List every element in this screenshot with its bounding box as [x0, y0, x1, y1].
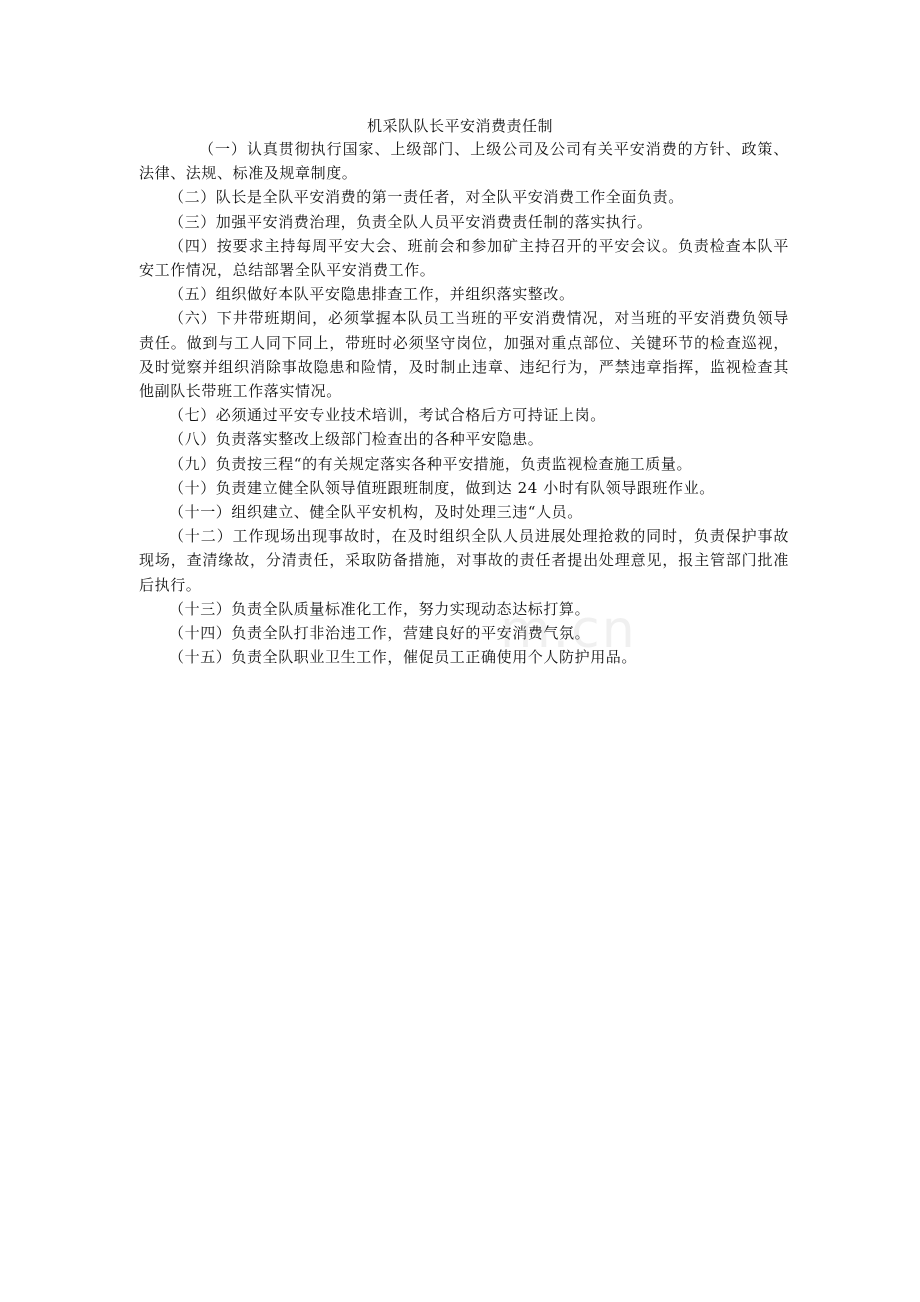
paragraph-6: （六）下井带班期间，必须掌握本队员工当班的平安消费情况，对当班的平安消费负领导责任。做到与工人同下同上，带班时必须坚守岗位，加强对重点部位、关键环节的检查巡视，及时觉察并组织消除事故隐患和险情，及时制止违章、违纪行为，严禁违章指挥，监视检查其他副队长带班工作落实情况。 — [139, 309, 789, 401]
paragraph-3: （三）加强平安消费治理，负责全队人员平安消费责任制的落实执行。 — [169, 212, 653, 231]
paragraph-4: （四）按要求主持每周平安大会、班前会和参加矿主持召开的平安会议。负责检查本队平安工作情况，总结部署全队平安消费工作。 — [139, 236, 789, 280]
paragraph-15: （十五）负责全队职业卫生工作，催促员工正确使用个人防护用品。 — [169, 648, 638, 667]
paragraph-8: （八）负责落实整改上级部门检查出的各种平安隐患。 — [169, 430, 544, 449]
paragraph-1: （一）认真贯彻执行国家、上级部门、上级公司及公司有关平安消费的方针、政策、法律、法规、标准及规章制度。 — [139, 140, 789, 183]
watermark: m.cn — [500, 600, 637, 660]
document-title: 机采队队长平安消费责任制 — [366, 117, 553, 135]
paragraph-12: （十二）工作现场出现事故时，在及时组织全队人员进展处理抢救的同时，负责保护事故现场，查清缘故，分清责任，采取防备措施，对事故的责任者提出处理意见，报主管部门批准后执行。 — [139, 527, 789, 594]
paragraph-7: （七）必须通过平安专业技术培训，考试合格后方可持证上岗。 — [169, 406, 606, 425]
document-body — [139, 137, 789, 669]
paragraph-10: （十）负责建立健全队领导值班跟班制度，做到达 24 小时有队领导跟班作业。 — [169, 478, 715, 497]
paragraph-11: （十一）组织建立、健全队平安机构，及时处理三违“人员。 — [169, 503, 583, 522]
paragraph-13: （十三）负责全队质量标准化工作，努力实现动态达标打算。 — [169, 599, 591, 618]
paragraph-14: （十四）负责全队打非治违工作，营建良好的平安消费气氛。 — [169, 624, 591, 643]
paragraph-9: （九）负责按三程“的有关规定落实各种平安措施，负责监视检查施工质量。 — [169, 454, 693, 473]
paragraph-5: （五）组织做好本队平安隐患排查工作，并组织落实整改。 — [169, 285, 575, 304]
paragraph-2: （二）队长是全队平安消费的第一责任者，对全队平安消费工作全面负责。 — [169, 188, 684, 207]
